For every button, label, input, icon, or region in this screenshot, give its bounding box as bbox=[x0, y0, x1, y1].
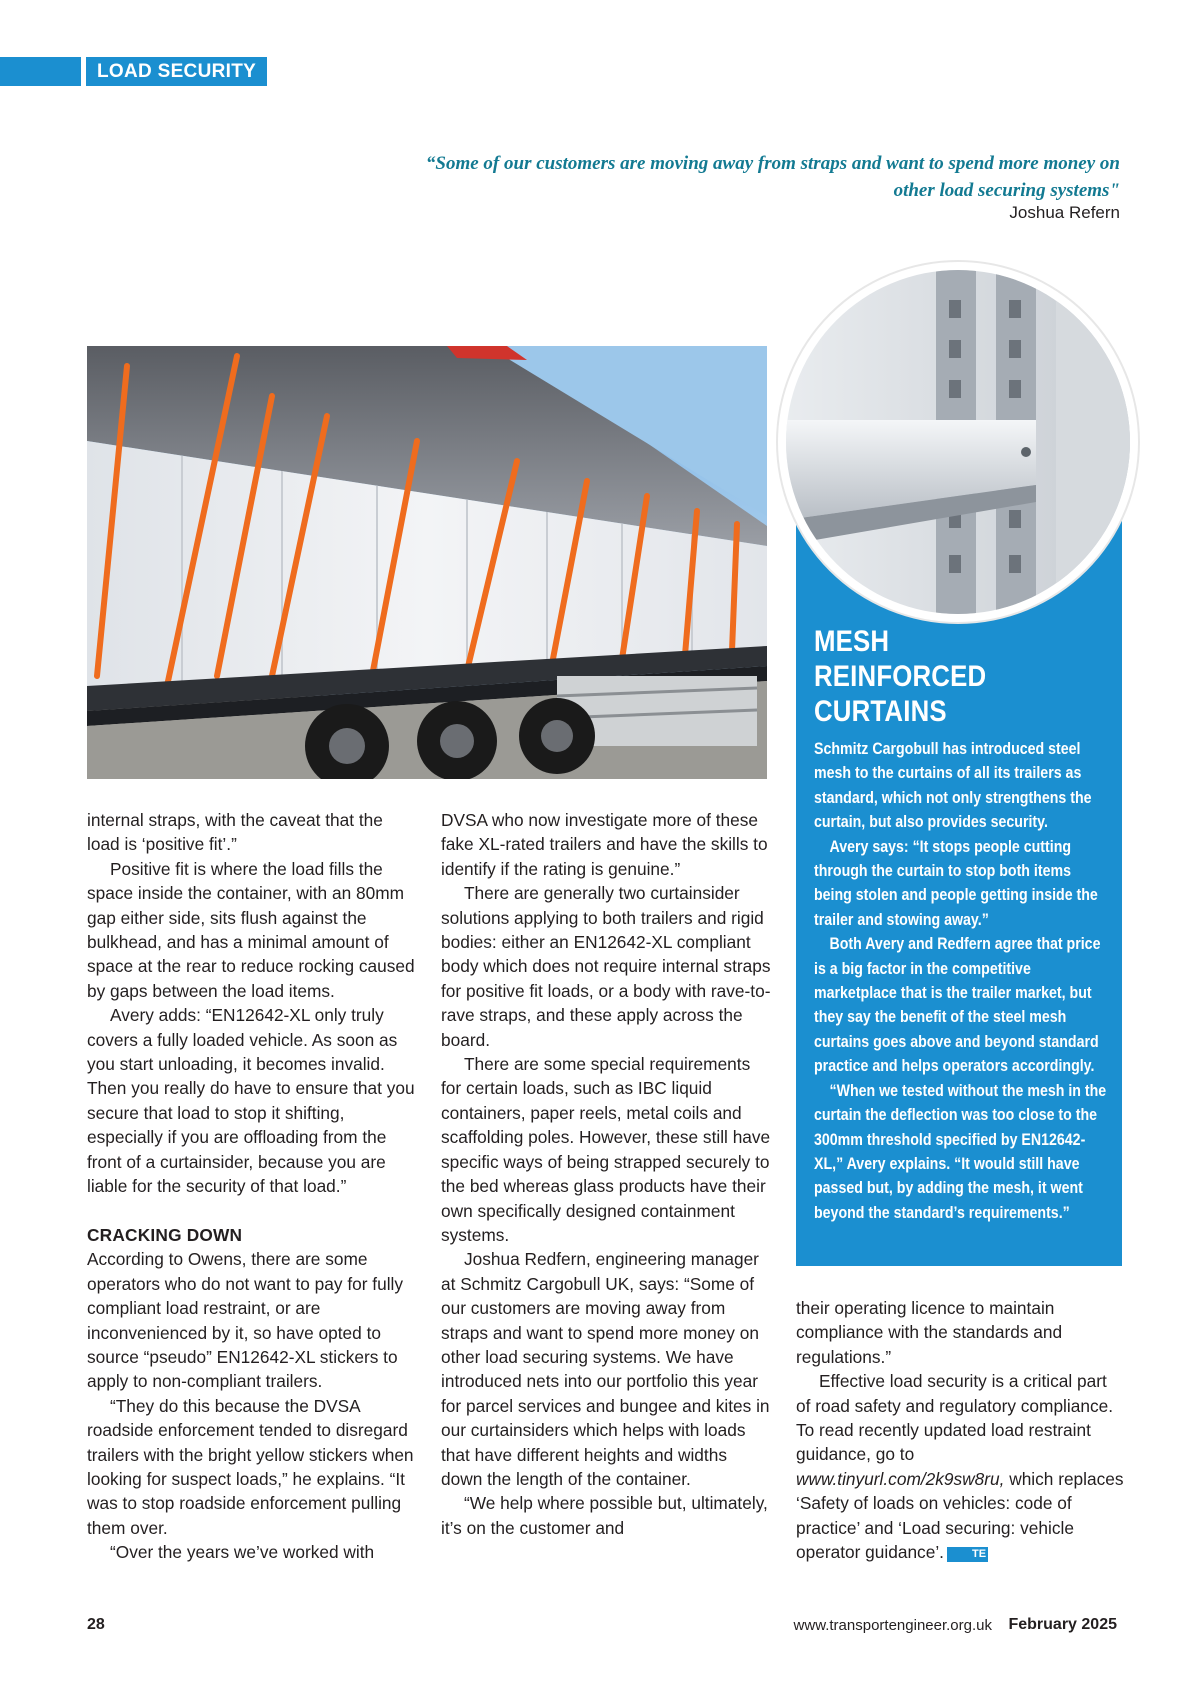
body-paragraph: internal straps, with the caveat that the load is ‘positive fit’.” bbox=[87, 810, 383, 855]
footer-website-link[interactable]: www.transportengineer.org.uk bbox=[793, 1617, 992, 1634]
body-paragraph bbox=[796, 1369, 1126, 1564]
sidebar-paragraph: “When we tested without the mesh in the curtain the deflection was too close to the 300mm threshold specified by EN12642-XL,” Avery explains. “It would still have passed but, by adding the mesh, it went beyond the standard’s requirements.” bbox=[814, 1081, 1107, 1222]
body-paragraph: According to Owens, there are some operators who do not want to pay for fully compliant load restraint, or are inconvenienced by it, so have opted to source “pseudo” EN12642-XL stickers to apply to non-compliant trailers. bbox=[87, 1249, 404, 1392]
article-column-2 bbox=[441, 808, 771, 1540]
issue-date: February 2025 bbox=[1008, 1616, 1117, 1633]
curtainsider-trailer-photo bbox=[87, 346, 767, 779]
body-paragraph: Positive fit is where the load fills the space inside the container, with an 80mm gap either side, sits flush against the bulkhead, and has a minimal amount of space at the rear to reduce rocking caused by gaps between the load items. bbox=[87, 858, 415, 1001]
sidebar-title bbox=[814, 624, 986, 729]
pull-quote: “Some of our customers are moving away from straps and want to spend more money on other load securing systems" bbox=[425, 153, 1120, 201]
guidance-link[interactable]: www.tinyurl.com/2k9sw8ru, bbox=[796, 1468, 1005, 1489]
body-paragraph: Avery adds: “EN12642-XL only truly covers a fully loaded vehicle. As soon as you start unloading, it becomes invalid. Then you really do have to ensure that you secure that load to stop it shifting, especially if you are offloading from the front of a curtainsider, because you are liable for the security of that load.” bbox=[87, 1005, 415, 1197]
sidebar-paragraph: Both Avery and Redfern agree that price is a big factor in the competitive marketplace that is the trailer market, but they say the benefit of the steel mesh curtains goes above and beyond standard practice and helps operators accordingly. bbox=[814, 935, 1101, 1076]
section-label: LOAD SECURITY bbox=[86, 57, 267, 86]
body-paragraph: There are some special requirements for certain loads, such as IBC liquid containers, paper reels, metal coils and scaffolding poles. However, these still have specific ways of being strapped securely to the bed whereas glass products have their own specifically designed containment systems. bbox=[441, 1054, 771, 1245]
pull-quote-author: Joshua Refern bbox=[1009, 203, 1120, 222]
body-text: which replaces ‘Safety of loads on vehicles: code of practice’ and ‘Load securing: vehicle operator guidance’. bbox=[796, 1468, 1124, 1563]
body-paragraph: their operating licence to maintain compliance with the standards and regulations.” bbox=[796, 1298, 1063, 1367]
page-number: 28 bbox=[87, 1616, 105, 1633]
sidebar-title-line: REINFORCED bbox=[814, 660, 987, 693]
body-text: Effective load security is a critical part of road safety and regulatory compliance. To read recently updated load restraint guidance, go to bbox=[796, 1371, 1114, 1465]
sidebar-paragraph: Schmitz Cargobull has introduced steel mesh to the curtains of all its trailers as standard, which not only strengthens the curtain, but also provides security. bbox=[814, 740, 1092, 832]
body-paragraph: Joshua Redfern, engineering manager at Schmitz Cargobull UK, says: “Some of our customers are moving away from straps and want to spend more money on other load securing systems. We have introduced nets into our portfolio this year for parcel services and bungee and kites in our curtainsiders which helps with loads that have different heights and widths down the length of the container. bbox=[441, 1249, 770, 1489]
article-column-3 bbox=[796, 1296, 1126, 1564]
article-column-1 bbox=[87, 808, 417, 1565]
crosshead-heading: CRACKING DOWN bbox=[87, 1224, 243, 1245]
steel-track-circle-photo bbox=[778, 262, 1138, 622]
sidebar-title-line: CURTAINS bbox=[814, 695, 947, 728]
body-paragraph: “We help where possible but, ultimately, it’s on the customer and bbox=[441, 1493, 768, 1538]
section-color-bar bbox=[0, 57, 81, 86]
body-paragraph: “Over the years we’ve worked with bbox=[110, 1542, 375, 1563]
sidebar-title-line: MESH bbox=[814, 625, 890, 658]
body-paragraph: DVSA who now investigate more of these fake XL-rated trailers and have the skills to identify if the rating is genuine.” bbox=[441, 810, 768, 879]
sidebar-paragraph: Avery says: “It stops people cutting through the curtain to stop both items being stolen and people getting inside the trailer and stowing away.” bbox=[814, 837, 1098, 929]
body-paragraph: There are generally two curtainsider solutions applying to both trailers and rigid bodies: either an EN12642-XL compliant body which does not require internal straps for positive fit loads, or a body with rave-to-rave straps, and these apply across the board. bbox=[441, 883, 771, 1050]
end-mark-icon: TE bbox=[947, 1547, 988, 1562]
body-paragraph: “They do this because the DVSA roadside enforcement tended to disregard trailers with the bright yellow stickers when looking for suspect loads,” he explains. “It was to stop roadside enforcement pulling them over. bbox=[87, 1395, 414, 1538]
sidebar-body bbox=[814, 737, 1106, 1225]
